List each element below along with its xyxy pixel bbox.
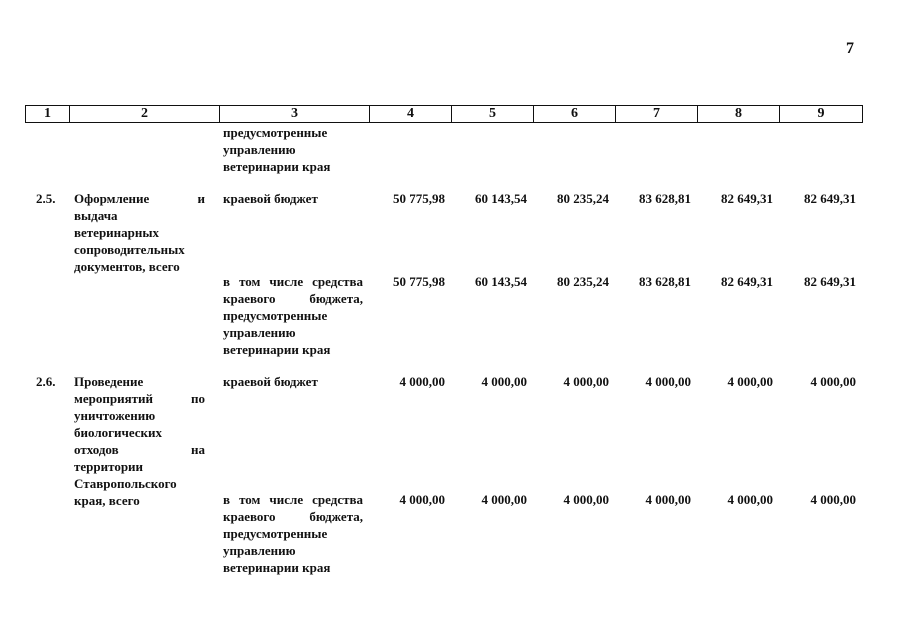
value-cell: 82 649,31 [721,191,773,206]
value-cell: 82 649,31 [721,274,773,289]
value-cell: 4 000,00 [727,492,773,507]
value-cell: 4 000,00 [563,492,609,507]
value-cell: 4 000,00 [399,374,445,389]
row-number: 2.5. [36,191,56,206]
value-cell: 4 000,00 [481,492,527,507]
value-cell: 80 235,24 [557,274,609,289]
header-col-4: 4 [370,106,452,122]
page-number: 7 [846,40,854,57]
value-cell: 60 143,54 [475,191,527,206]
value-cell: 60 143,54 [475,274,527,289]
value-cell: 50 775,98 [393,274,445,289]
value-cell: 82 649,31 [804,191,856,206]
continuation-source-cell: предусмотренные управлению ветеринарии края [223,125,331,174]
value-cell: 83 628,81 [639,274,691,289]
value-cell: 4 000,00 [645,492,691,507]
value-cell: 4 000,00 [810,374,856,389]
value-cell: 4 000,00 [481,374,527,389]
header-col-5: 5 [452,106,534,122]
row-number: 2.6. [36,374,56,389]
value-cell: 50 775,98 [393,191,445,206]
value-cell: 4 000,00 [563,374,609,389]
table-header-row [25,105,863,123]
value-cell: 4 000,00 [399,492,445,507]
row-name: Проведение мероприятий по уничтожению биологических отходов на территории Ставропольского края, всего [74,374,205,508]
value-cell: 82 649,31 [804,274,856,289]
value-cell: 4 000,00 [645,374,691,389]
funding-source-cell: в том числе средства краевого бюджета, предусмотренные управлению ветеринарии края [223,274,363,357]
value-cell: 80 235,24 [557,191,609,206]
header-col-2: 2 [70,106,220,122]
funding-source-cell: краевой бюджет [223,191,318,206]
header-col-7: 7 [616,106,698,122]
row-name: Оформление и выдача ветеринарных сопроводительных документов, всего [74,191,205,274]
header-col-1: 1 [26,106,70,122]
value-cell: 4 000,00 [727,374,773,389]
header-col-6: 6 [534,106,616,122]
funding-source-cell: в том числе средства краевого бюджета, предусмотренные управлению ветеринарии края [223,492,363,575]
header-col-8: 8 [698,106,780,122]
funding-source-cell: краевой бюджет [223,374,318,389]
header-col-9: 9 [817,106,825,121]
header-col-3: 3 [220,106,370,122]
value-cell: 4 000,00 [810,492,856,507]
value-cell: 83 628,81 [639,191,691,206]
